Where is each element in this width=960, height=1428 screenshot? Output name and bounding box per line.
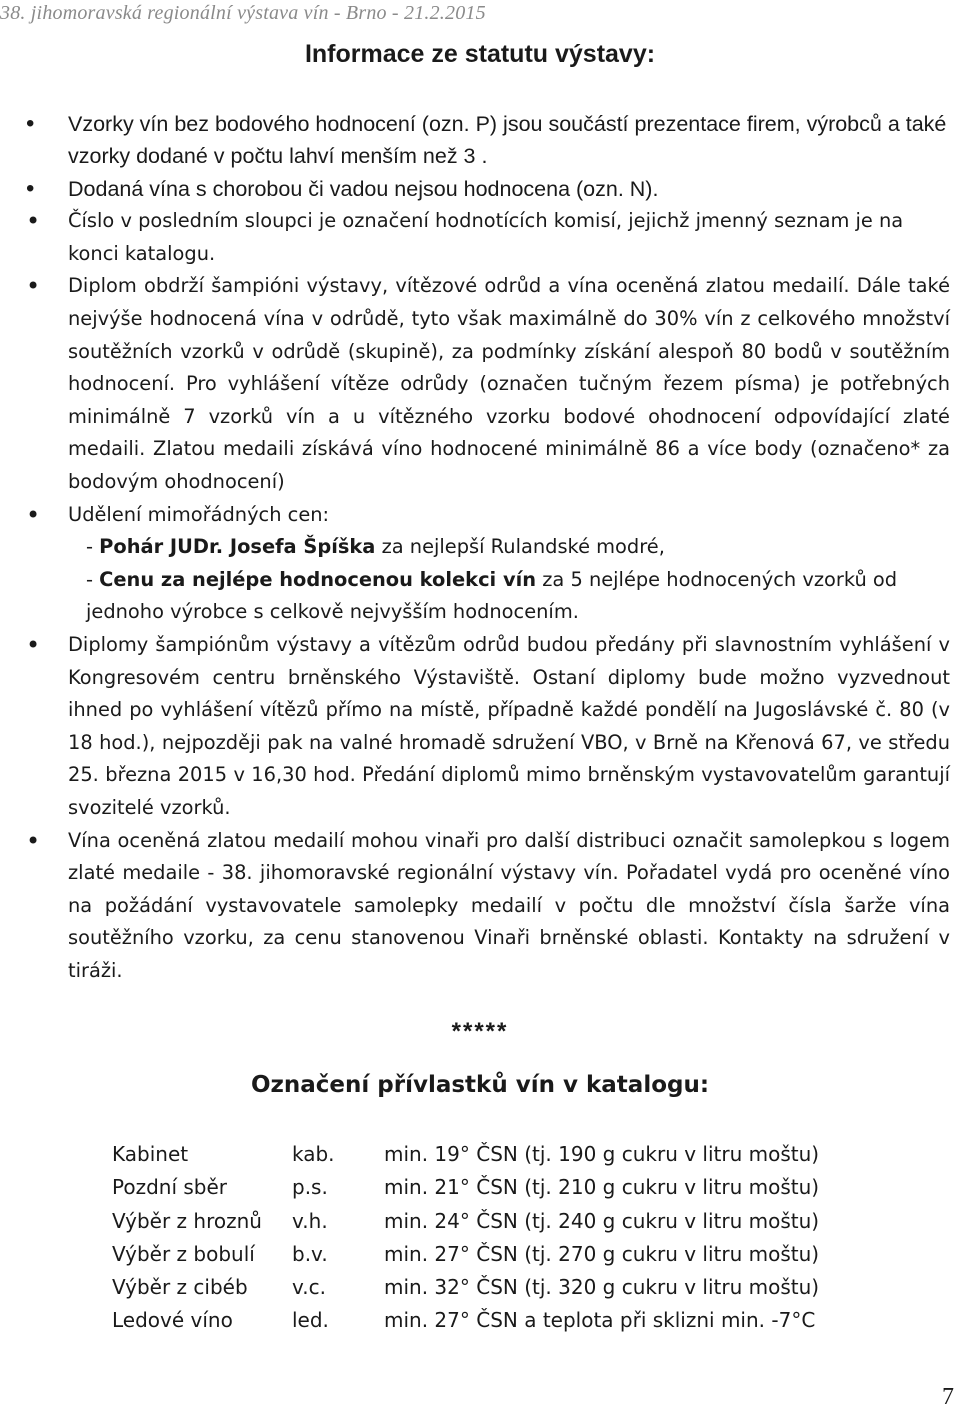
bullet-item: • Dodaná vína s chorobou či vadou nejsou hodnocena (ozn. N).	[0, 173, 960, 205]
bullet-item: • Číslo v posledním sloupci je označení hodnotících komisí, jejichž jmenný seznam je na konci katalogu.	[0, 205, 960, 270]
prize-desc: za nejlepší Rulandské modré,	[375, 535, 665, 559]
attr-name: Výběr z bobulí	[112, 1241, 255, 1266]
attr-abbr: led.	[292, 1308, 329, 1333]
attr-desc: min. 32° ČSN (tj. 320 g cukru v litru moštu)	[384, 1275, 820, 1300]
table-row	[112, 1138, 819, 1171]
attr-abbr: b.v.	[292, 1241, 328, 1266]
bullet-item: • Udělení mimořádných cen:	[0, 499, 960, 532]
attr-abbr: v.c.	[292, 1275, 326, 1300]
attr-abbr: p.s.	[292, 1175, 328, 1200]
bullet-item: • Diplomy šampiónům výstavy a vítězům odrůd budou předány při slavnostním vyhlášení v Kongresovém centru brněnského Výstaviště. Ostaní diplomy bude možno vyzvednout ihned po vyhlášení vítězů přímo na místě, případně každé pondělí na Jugoslávské č. 80 (v 18 hod.), nejpozději pak na valné hromadě sdružení VBO, v Brně na Křenová 67, ve středu 25. března 2015 v 16,30 hod. Předání diplomů mimo brněnským vystavovatelům garantují svozitelé vzorků.	[0, 629, 960, 825]
attr-desc: min. 19° ČSN (tj. 190 g cukru v litru moštu)	[384, 1142, 820, 1166]
prize-desc: za 5 nejlépe hodnocených vzorků od jednoho výrobce s celkově nejvyšším hodnocením.	[86, 567, 898, 624]
prize-name-bold: Cenu za nejlépe hodnocenou kolekci vín	[99, 567, 537, 591]
attr-name: Ledové víno	[112, 1308, 233, 1333]
attr-desc: min. 27° ČSN a teplota při sklizni min. -7°C	[384, 1308, 816, 1333]
separator-stars: *****	[451, 1018, 509, 1045]
dash: -	[86, 567, 100, 591]
prize-name-bold: Pohár JUDr. Josefa Špíška	[99, 535, 376, 559]
attr-name: Výběr z hroznů	[112, 1208, 262, 1233]
attributes-table	[112, 1138, 819, 1338]
page-number: 7	[942, 1384, 954, 1410]
bullet-item: • Vína oceněná zlatou medailí mohou vinaři pro další distribuci označit samolepkou s logem zlaté medaile - 38. jihomoravské regionální výstavy vín. Pořadatel vydá pro oceněné víno na požádání vystavovatele samolepky medailí v počtu dle množství čísla šarže vína soutěžního vzorku, za cenu stanovenou Vinaři brněnské oblasti. Kontakty na sdružení v tiráži.	[0, 825, 960, 988]
table-row	[112, 1304, 819, 1337]
table-row	[112, 1271, 819, 1304]
bullet-subitem	[0, 564, 960, 629]
section-title-attributes: Označení přívlastků vín v katalogu:	[250, 1072, 710, 1098]
table-row	[112, 1205, 819, 1238]
attr-desc: min. 24° ČSN (tj. 240 g cukru v litru moštu)	[384, 1208, 820, 1233]
attr-name: Pozdní sběr	[112, 1175, 228, 1200]
statute-bullet-list	[0, 108, 960, 987]
bullet-item: • Diplom obdrží šampióni výstavy, vítězové odrůd a vína oceněná zlatou medailí. Dále také nejvýše hodnocená vína v odrůdě, tyto však maximálně do 30% vín z celkového množství soutěžních vzorků v odrůdě (skupině), za podmínky získání alespoň 80 bodů v soutěžním hodnocení. Pro vyhlášení vítěze odrůdy (označen tučným řezem písma) je potřebných minimálně 7 vzorků vín a u vítězného vzorku bodové ohodnocení odpovídající zlaté medaili. Zlatou medaili získává víno hodnocené minimálně 86 a více body (označeno* za bodovým ohodnocení)	[0, 270, 960, 498]
dash: -	[86, 535, 100, 559]
attr-abbr: kab.	[292, 1142, 335, 1166]
running-header: 38. jihomoravská regionální výstava vín - Brno - 21.2.2015	[0, 2, 486, 24]
attr-desc: min. 21° ČSN (tj. 210 g cukru v litru moštu)	[384, 1175, 820, 1200]
attr-abbr: v.h.	[292, 1208, 328, 1233]
table-row	[112, 1238, 819, 1271]
section-title-statute: Informace ze statutu výstavy:	[304, 40, 656, 68]
attr-name: Výběr z cibéb	[112, 1275, 248, 1300]
bullet-item: • Vzorky vín bez bodového hodnocení (ozn. P) jsou součástí prezentace firem, výrobců a také vzorky dodané v počtu lahví menším než 3 .	[0, 108, 960, 173]
bullet-subitem	[0, 531, 960, 564]
table-row	[112, 1171, 819, 1204]
attr-desc: min. 27° ČSN (tj. 270 g cukru v litru moštu)	[384, 1241, 820, 1266]
attr-name: Kabinet	[112, 1142, 189, 1166]
